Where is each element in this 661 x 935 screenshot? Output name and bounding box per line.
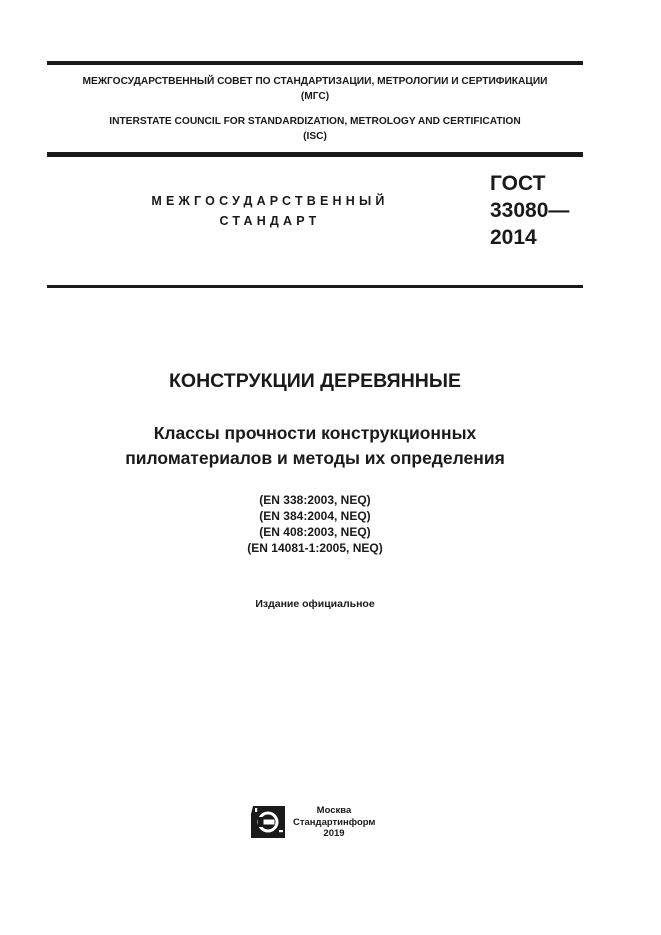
standard-type-line1: МЕЖГОСУДАРСТВЕННЫЙ [151, 194, 389, 208]
publisher-city: Москва [316, 805, 352, 816]
gost-number [490, 170, 569, 251]
publication-year: 2019 [323, 828, 345, 839]
gost-code: 33080— [490, 199, 570, 222]
middle-rule [47, 152, 583, 157]
reference-item: (EN 14081-1:2005, NEQ) [247, 541, 383, 555]
standard-type-line2: СТАНДАРТ [219, 214, 321, 228]
standard-type-label [140, 191, 400, 231]
standartinform-logo-icon [249, 806, 287, 838]
bottom-rule [47, 285, 583, 288]
council-en-abbr: (ISC) [303, 131, 327, 142]
reference-item: (EN 338:2003, NEQ) [259, 493, 371, 507]
edition-note: Издание официальное [255, 598, 375, 610]
top-rule [47, 61, 583, 65]
subtitle-line1: Классы прочности конструкционных [153, 423, 477, 443]
gost-prefix: ГОСТ [490, 172, 546, 195]
council-en [47, 114, 583, 144]
reference-item: (EN 408:2003, NEQ) [259, 525, 371, 539]
subtitle-line2: пиломатериалов и методы их определения [125, 448, 505, 468]
document-subtitle [47, 421, 583, 471]
gost-year: 2014 [490, 226, 537, 249]
document-title: КОНСТРУКЦИИ ДЕРЕВЯННЫЕ [169, 370, 461, 392]
council-en-name: INTERSTATE COUNCIL FOR STANDARDIZATION, METROLOGY AND CERTIFICATION [109, 116, 521, 127]
council-ru-name: МЕЖГОСУДАРСТВЕННЫЙ СОВЕТ ПО СТАНДАРТИЗАЦИИ, МЕТРОЛОГИИ И СЕРТИФИКАЦИИ [82, 76, 548, 87]
publisher-block [293, 805, 375, 840]
publisher-name: Стандартинформ [293, 816, 376, 828]
council-ru [47, 74, 583, 104]
reference-standards [47, 492, 583, 556]
reference-item: (EN 384:2004, NEQ) [259, 509, 371, 523]
council-ru-abbr: (МГС) [300, 91, 330, 102]
